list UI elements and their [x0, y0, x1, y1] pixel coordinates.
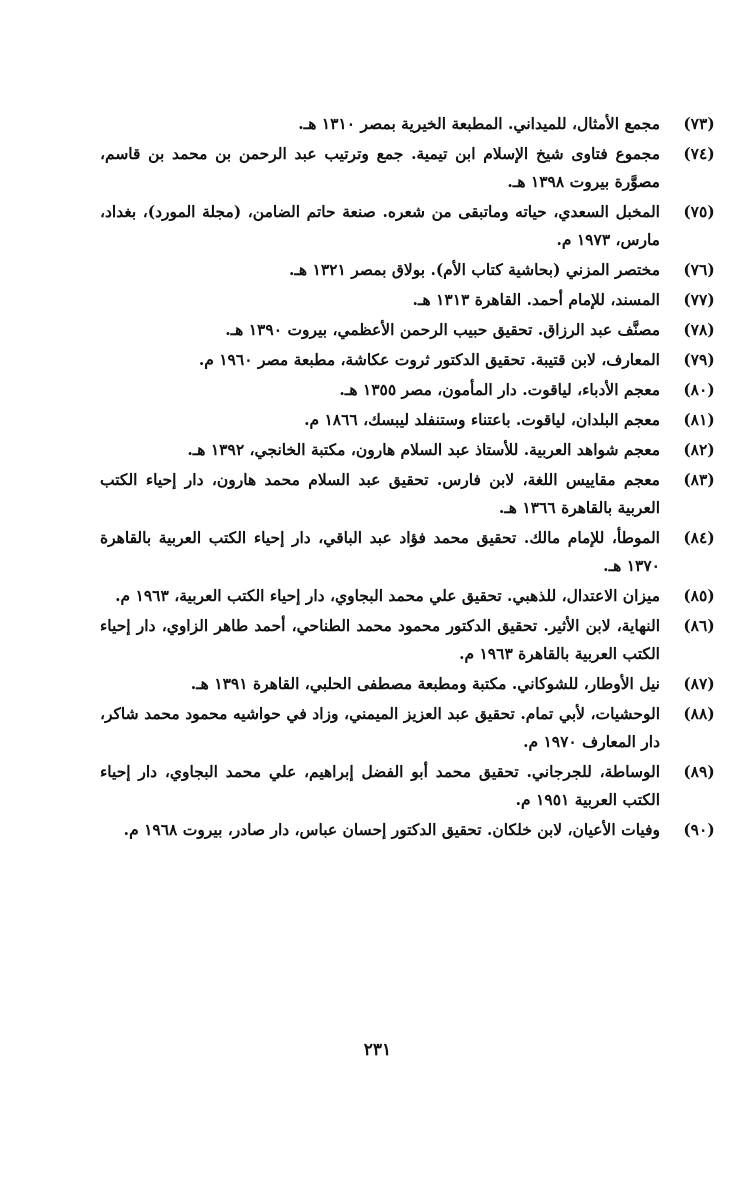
- entry-text: ميزان الاعتدال، للذهبي. تحقيق علي محمد البجاوي، دار إحياء الكتب العربية، ١٩٦٣ م.: [115, 586, 660, 605]
- entry-number: (٨٧): [683, 674, 715, 693]
- entry-number: (٨٠): [683, 380, 715, 399]
- entry-text: المسند، للإمام أحمد. القاهرة ١٣١٣ هـ.: [412, 290, 660, 309]
- bibliography-entry: [100, 140, 715, 196]
- entry-number: (٧٦): [683, 260, 715, 279]
- entry-number: (٨٥): [683, 586, 715, 605]
- entry-number: (٨٢): [683, 440, 715, 459]
- entry-text: مختصر المزني (بحاشية كتاب الأم). بولاق بمصر ١٣٢١ هـ.: [288, 260, 660, 279]
- entry-number: (٨٤): [683, 528, 715, 547]
- entry-text: معجم الأدباء، لياقوت. دار المأمون، مصر ١٣٥٥ هـ.: [339, 380, 660, 399]
- entry-number: (٧٨): [683, 320, 715, 339]
- entry-text: الموطأ، للإمام مالك. تحقيق محمد فؤاد عبد الباقي، دار إحياء الكتب العربية بالقاهرة ١٣٧٠ هـ.: [100, 528, 660, 575]
- bibliography-entry: [100, 110, 715, 138]
- entry-number: (٩٠): [683, 820, 715, 839]
- entry-text: مجمع الأمثال، للميداني. المطبعة الخيرية بمصر ١٣١٠ هـ.: [298, 114, 660, 133]
- bibliography-list: [100, 110, 715, 844]
- entry-text: المخبل السعدي، حياته وماتبقى من شعره. صنعة حاتم الضامن، (مجلة المورد)، بغداد، مارس، ١٩٧٣ م.: [100, 202, 660, 249]
- entry-number: (٧٣): [683, 114, 715, 133]
- bibliography-entry: [100, 758, 715, 814]
- bibliography-entry: [100, 612, 715, 668]
- entry-number: (٨٨): [683, 704, 715, 723]
- bibliography-entry: [100, 466, 715, 522]
- entry-text: المعارف، لابن قتيبة. تحقيق الدكتور ثروت عكاشة، مطبعة مصر ١٩٦٠ م.: [198, 350, 660, 369]
- entry-text: الوحشيات، لأبي تمام. تحقيق عبد العزيز الميمني، وزاد في حواشيه محمود محمد شاكر، دار المعارف ١٩٧٠ م.: [100, 704, 660, 751]
- bibliography-entry: [100, 700, 715, 756]
- bibliography-entry: [100, 256, 715, 284]
- bibliography-entry: [100, 346, 715, 374]
- entry-number: (٧٥): [683, 202, 715, 221]
- page-number: ٢٣١: [363, 1040, 392, 1060]
- entry-text: النهاية، لابن الأثير. تحقيق الدكتور محمود محمد الطناحي، أحمد طاهر الزاوي، دار إحياء الكتب العربية بالقاهرة ١٩٦٣ م.: [100, 616, 660, 663]
- bibliography-entry: [100, 582, 715, 610]
- entry-number: (٧٧): [683, 290, 715, 309]
- bibliography-entry: [100, 316, 715, 344]
- bibliography-entry: [100, 670, 715, 698]
- entry-number: (٨١): [683, 410, 715, 429]
- entry-text: الوساطة، للجرجاني. تحقيق محمد أبو الفضل إبراهيم، علي محمد البجاوي، دار إحياء الكتب العربية ١٩٥١ م.: [100, 762, 660, 809]
- entry-number: (٧٩): [683, 350, 715, 369]
- bibliography-entry: [100, 436, 715, 464]
- entry-text: مجموع فتاوى شيخ الإسلام ابن تيمية. جمع وترتيب عبد الرحمن بن محمد بن قاسم، مصوَّرة بيروت ١٣٩٨ هـ.: [100, 144, 660, 191]
- entry-text: معجم مقاييس اللغة، لابن فارس. تحقيق عبد السلام محمد هارون، دار إحياء الكتب العربية بالقاهرة ١٣٦٦ هـ.: [100, 470, 660, 517]
- entry-number: (٧٤): [683, 144, 715, 163]
- bibliography-entry: [100, 286, 715, 314]
- bibliography-entry: [100, 376, 715, 404]
- entry-number: (٨٣): [683, 470, 715, 489]
- entry-text: معجم البلدان، لياقوت. باعتناء وستنفلد ليبسك، ١٨٦٦ م.: [304, 410, 660, 429]
- bibliography-entry: [100, 406, 715, 434]
- entry-text: وفيات الأعيان، لابن خلكان. تحقيق الدكتور إحسان عباس، دار صادر، بيروت ١٩٦٨ م.: [123, 820, 660, 839]
- entry-number: (٨٩): [683, 762, 715, 781]
- bibliography-entry: [100, 198, 715, 254]
- entry-number: (٨٦): [683, 616, 715, 635]
- entry-text: مصنَّف عبد الرزاق. تحقيق حبيب الرحمن الأعظمي، بيروت ١٣٩٠ هـ.: [225, 320, 660, 339]
- bibliography-entry: [100, 816, 715, 844]
- entry-text: معجم شواهد العربية. للأستاذ عبد السلام هارون، مكتبة الخانجي، ١٣٩٢ هـ.: [187, 440, 660, 459]
- entry-text: نيل الأوطار، للشوكاني. مكتبة ومطبعة مصطفى الحلبي، القاهرة ١٣٩١ هـ.: [190, 674, 660, 693]
- bibliography-entry: [100, 524, 715, 580]
